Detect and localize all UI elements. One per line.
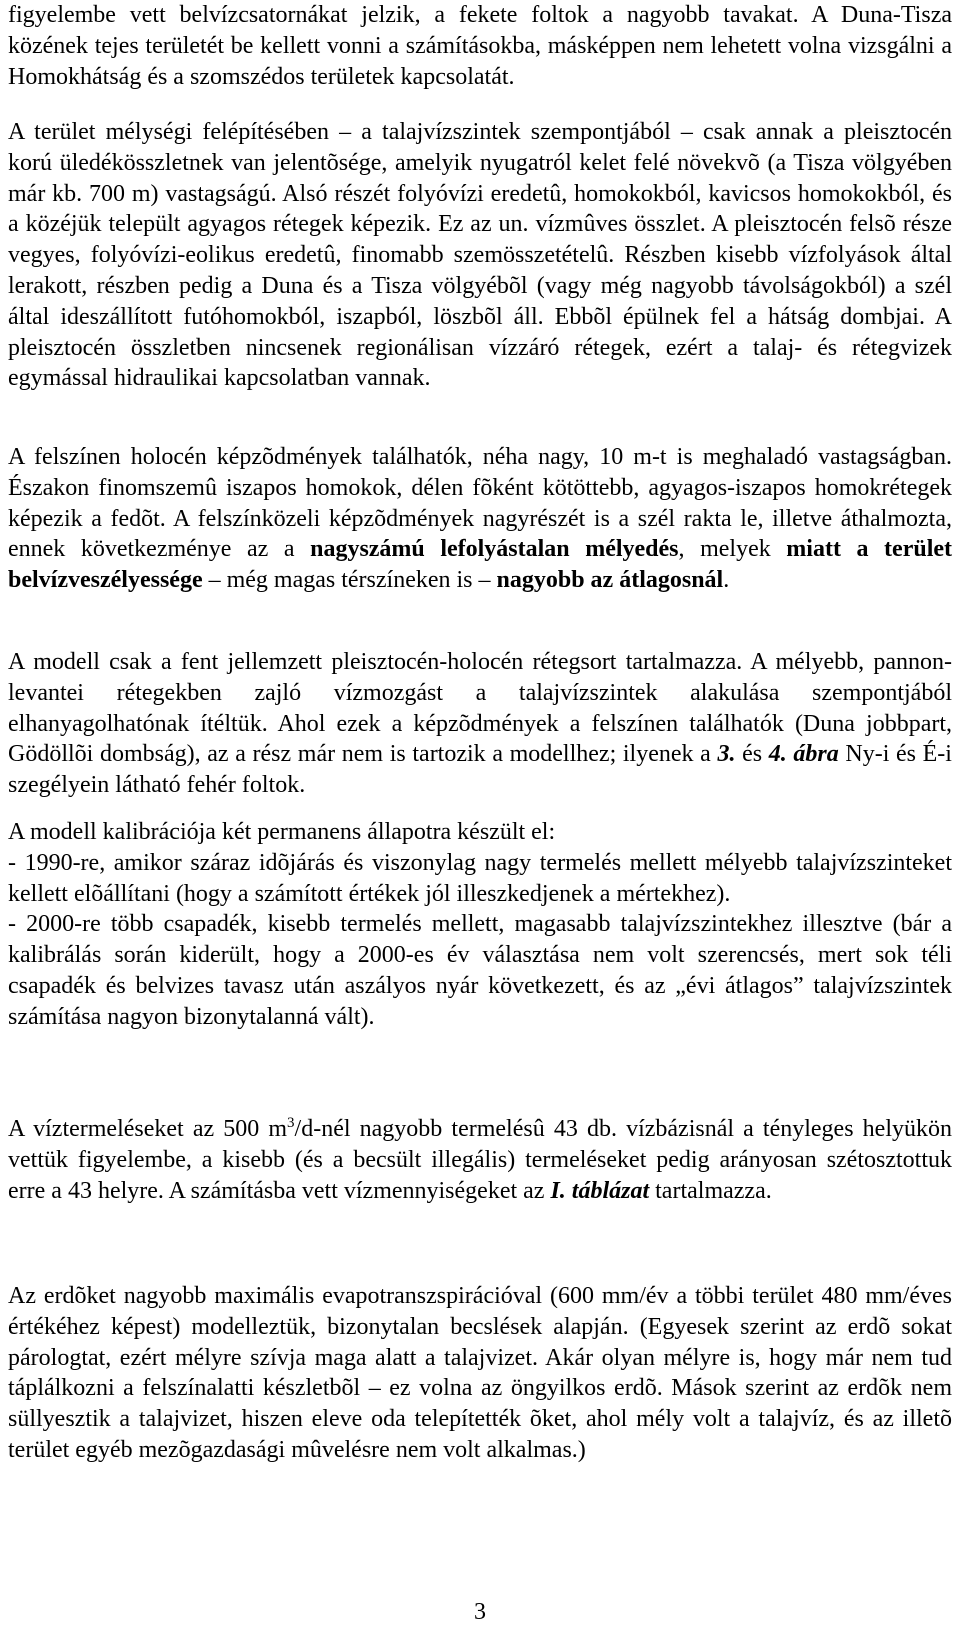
paragraph-6-text-2: /d-nél nagyobb termelésû 43 db. vízbázisnál a tényleges helyükön vettük figyelembe, a kisebb (és a becsült illegális) termeléseket pedig arányosan szétosztottuk erre a 43 helyre. A számításba vett vízmennyiségeket az	[8, 1116, 952, 1204]
paragraph-4-text-2: és	[735, 741, 769, 768]
calibration-intro: A modell kalibrációja két permanens állapotra készült el:	[8, 819, 556, 845]
paragraph-6-text-3: tartalmazza.	[649, 1177, 772, 1204]
superscript-3: 3	[287, 1115, 295, 1131]
paragraph-4-text-3: Ny-i és É-i szegélyein látható fehér foltok.	[8, 741, 952, 799]
paragraph-4	[8, 647, 952, 801]
calibration-item-1990: - 1990-re, amikor száraz idõjárás és viszonylag nagy termelés mellett mélyebb talajvízszinteket kellett elõállítani (hogy a számított értékek jól illeszkedjenek a mértekhez).	[8, 849, 952, 907]
emphasis-inland-flood-risk: miatt a terület belvízveszélyessége	[8, 536, 953, 594]
page-number: 3	[474, 1599, 486, 1625]
emphasis-above-average: nagyobb az átlagosnál	[496, 567, 724, 594]
figure-ref-4: 4. ábra	[768, 741, 839, 768]
paragraph-4-text-1: A modell csak a fent jellemzett pleisztocén-holocén rétegsort tartalmazza. A mélyebb, pannon-levantei rétegekben zajló vízmozgást a talajvízszintek alakulása szempontjából elhanyagolhatónak ítéltük. Ahol ezek a képzõdmények a felszínen találhatók (Duna jobbpart, Gödöllõi dombság), az a rész már nem is tartozik a modellhez; ilyenek a	[8, 649, 952, 768]
table-ref-1: I. táblázat	[550, 1177, 650, 1204]
paragraph-6	[8, 1114, 952, 1206]
paragraph-7: Az erdõket nagyobb maximális evapotranszspirációval (600 mm/év a többi terület 480 mm/éves értékéhez képest) modelleztük, bizonytalan becslések alapján. (Egyesek szerint az erdõ sokat párologtat, ezért mélyre szívja maga alatt a talajvizet. Akár olyan mélyre is, hogy már nem tud táplálkozni a felszínalatti készletbõl – ez volna az öngyilkos erdõ. Mások szerint az erdõk nem süllyesztik a talajvizet, hiszen eleve oda telepítették õket, ahol mély volt a talajvíz, és az illetõ terület egyéb mezõgazdasági mûvelésre nem volt alkalmas.)	[8, 1283, 952, 1463]
paragraph-3-text-1: A felszínen holocén képzõdmények találhatók, néha nagy, 10 m-t is meghaladó vastagságban. Északon finomszemû iszapos homokok, délen fõként kötöttebb, agyagos-iszapos homokrétegek képezik a fedõt. A felszínközeli képzõdmények nagyrészét is a szél rakta le, illetve áthalmozta, ennek következménye az a	[8, 444, 952, 563]
calibration-item-2000: - 2000-re több csapadék, kisebb termelés mellett, magasabb talajvízszintekhez illesztve (bár a kalibrálás során kiderült, hogy a 2000-es év választása nem volt szerencsés, mert sok téli csapadék és belvizes tavasz után aszályos nyár következett, és az „évi átlagos” talajvízszintek számítása nagyon bizonytalanná vált).	[8, 911, 952, 1030]
paragraph-3-text-2: , melyek	[678, 536, 787, 563]
figure-ref-3: 3.	[717, 741, 736, 768]
emphasis-depressions: nagyszámú lefolyástalan mélyedés	[310, 536, 679, 563]
paragraph-6-text-1: A víztermeléseket az 500 m	[8, 1116, 288, 1142]
paragraph-2: A terület mélységi felépítésében – a talajvízszintek szempontjából – csak annak a pleisztocén korú üledékösszletnek van jelentõsége, amelyik nyugatról kelet felé növekvõ (a Tisza völgyében már kb. 700 m) vastagságú. Alsó részét folyóvízi eredetû, homokokból, kavicsos homokokból, és a közéjük települt agyagos rétegek képezik. Ez az un. vízmûves összlet. A pleisztocén felsõ része vegyes, folyóvízi-eolikus eredetû, finomabb szemösszetételû. Részben kisebb vízfolyások által lerakott, részben pedig a Duna és a Tisza völgyébõl (vagy még nagyobb távolságokból) a szél által ideszállított futóhomokból, iszapból, löszbõl áll. Ebbõl épülnek fel a hátság dombjai. A pleisztocén összletben nincsenek regionálisan vízzáró rétegek, ezért a talaj- és rétegvizek egymással hidraulikai kapcsolatban vannak.	[8, 119, 952, 392]
paragraph-3-text-3: – még magas térszíneken is –	[202, 567, 497, 594]
paragraph-5	[8, 817, 952, 1033]
paragraph-3	[8, 442, 952, 596]
paragraph-1: figyelembe vett belvízcsatornákat jelzik, a fekete foltok a nagyobb tavakat. A Duna-Tisza közének tejes területét be kellett vonni a számításokba, másképpen nem lehetett volna vizsgálni a Homokhátság és a szomszédos területek kapcsolatát.	[8, 2, 952, 90]
paragraph-3-text-4: .	[723, 567, 730, 594]
